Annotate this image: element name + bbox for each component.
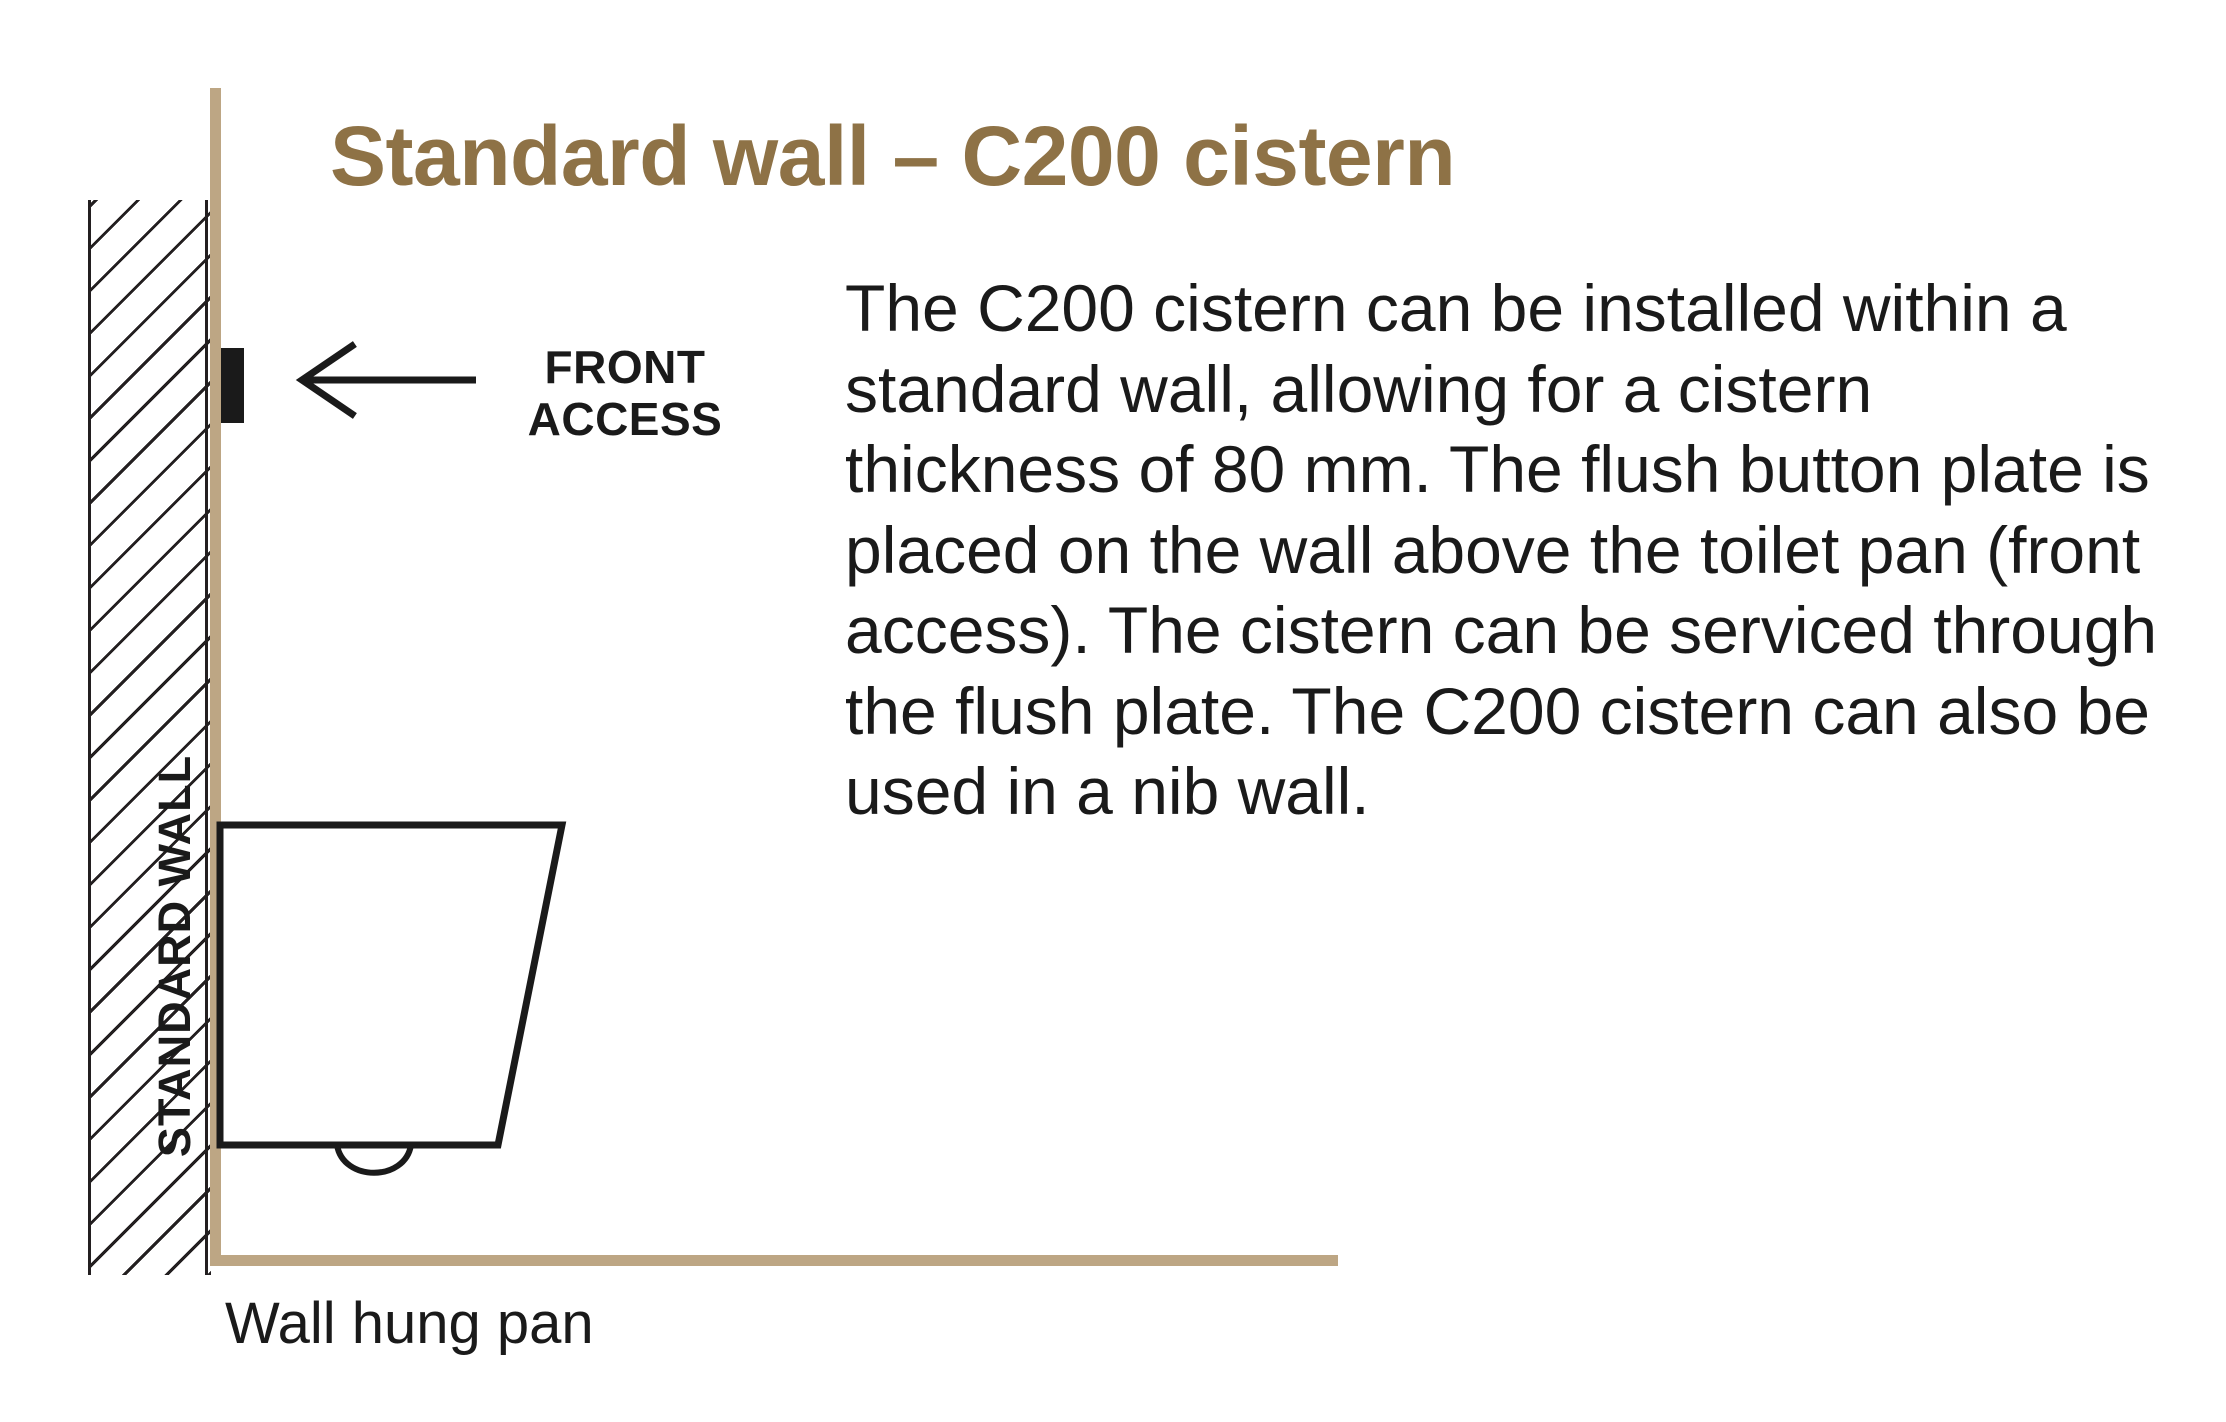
wall-hung-pan-icon [215,820,735,1180]
front-access-arrow-icon [290,340,480,420]
standard-wall-label: STANDARD WALL [149,754,200,1158]
front-access-label-line2: ACCESS [527,392,723,445]
page-title: Standard wall – C200 cistern [330,109,1456,203]
hatched-wall-edge [205,200,208,1275]
flush-plate-marker [221,348,244,423]
front-access-label [500,342,750,445]
pan-caption: Wall hung pan [225,1291,594,1356]
front-access-label-line1: FRONT [544,341,706,393]
description-text: The C200 cistern can be installed within a standard wall, allowing for a cistern thickness of 80 mm. The flush button plate is placed on the wall above the toilet pan (front access). The cistern can be serviced through the flush plate. The C200 cistern can also be used in a nib wall. [845,271,2158,829]
floor-horizontal-line [210,1255,1338,1266]
